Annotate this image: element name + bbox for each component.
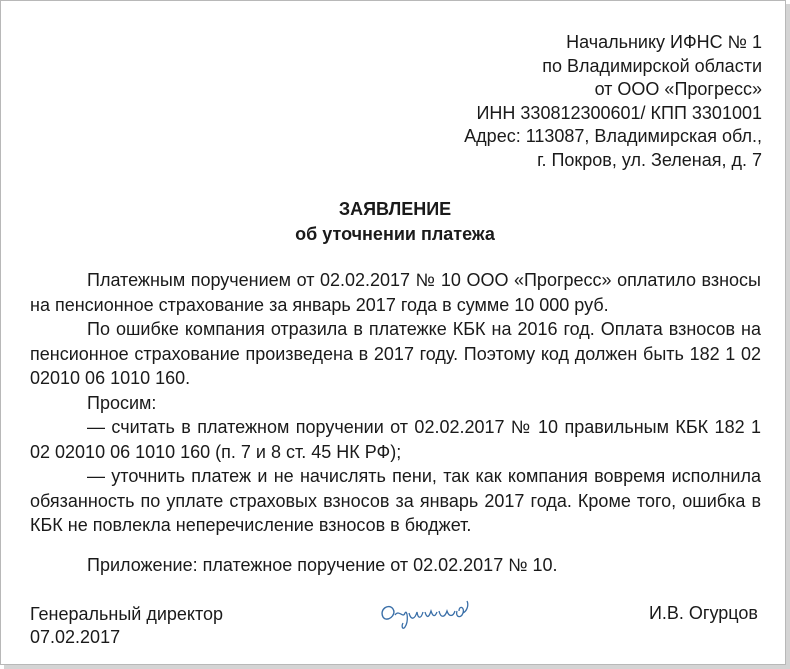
addressee-line: Начальнику ИФНС № 1 [566,32,762,52]
signature-date: 07.02.2017 [30,627,121,647]
addressee-line: г. Покров, ул. Зеленая, д. 7 [537,149,762,170]
document-body [30,268,761,538]
signatory-name: И.В. Огурцов [648,603,758,623]
addressee-line: от ООО «Прогресс» [594,79,762,99]
body-paragraph: По ошибке компания отразила в платежке КБК на 2016 год. Оплата взносов на пенсионное страхование произведена в 2017 году. Поэтому код должен быть 182 1 02 02010 06 1010 160. [30,319,761,388]
addressee-block [464,31,762,172]
attachment-line: Приложение: платежное поручение от 02.02.2017 № 10. [87,555,558,575]
document-title: ЗАЯВЛЕНИЕ [338,199,452,219]
document-subtitle: об уточнении платежа [295,224,495,244]
addressee-line: по Владимирской области [542,55,762,76]
addressee-line: ИНН 330812300601/ КПП 3301001 [476,102,762,123]
signatory-position: Генеральный директор [30,604,224,624]
body-paragraph: Платежным поручением от 02.02.2017 № 10 ООО «Прогресс» оплатило взносы на пенсионное страхование за январь 2017 года в сумме 10 000 руб. [30,270,761,315]
body-paragraph: Просим: [87,392,157,413]
addressee-line: Адрес: 113087, Владимирская обл., [464,126,762,146]
handwritten-signature [375,597,475,631]
body-paragraph: — считать в платежном поручении от 02.02.2017 № 10 правильным КБК 182 1 02 02010 06 1010 160 (п. 7 и 8 ст. 45 НК РФ); [30,417,761,462]
body-paragraph: — уточнить платеж и не начислять пени, так как компания вовремя исполнила обязанность по уплате страховых взносов за январь 2017 года. Кроме того, ошибка в КБК не повлекла неперечисление взносов в бюджет. [30,466,761,535]
signatory-block [30,603,223,649]
